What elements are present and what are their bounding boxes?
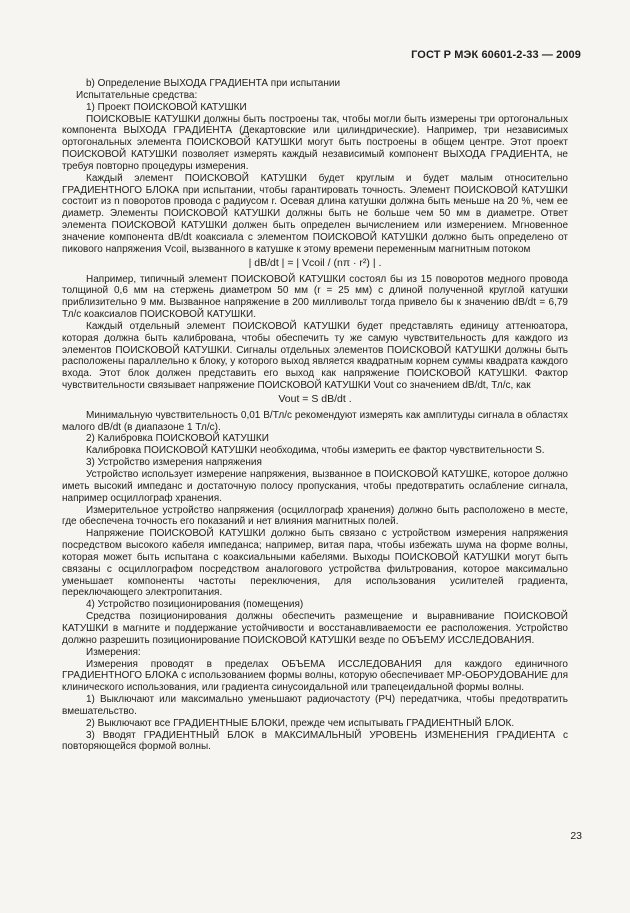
paragraph: Измерения: xyxy=(86,646,141,658)
paragraph: Например, типичный элемент ПОИСКОВОЙ КАТУШКИ состоял бы из 15 поворотов медного провода толщиной 0,6 мм на стержень диаметром 50 мм (r = 25 мм) с длиной полученной круглой катушки приблизительно 9 мм. Вызванное напряжение в 200 милливольт тогда привело бы к значению dB/dt = 6,79 Тл/с коаксиалов ПОИСКОВОЙ КАТУШКИ. xyxy=(62,273,568,321)
paragraph: 3) Вводят ГРАДИЕНТНЫЙ БЛОК в МАКСИМАЛЬНЫЙ УРОВЕНЬ ИЗМЕНЕНИЯ ГРАДИЕНТА с повторяющейся формой волны. xyxy=(62,729,568,753)
standard-header: ГОСТ Р МЭК 60601-2-33 — 2009 xyxy=(411,49,581,61)
paragraph: Каждый элемент ПОИСКОВОЙ КАТУШКИ будет круглым и будет малым относительно ГРАДИЕНТНОГО БЛОКА при испытании, чтобы гарантировать точность. Элемент ПОИСКОВОЙ КАТУШКИ состоит из n поворотов провода с радиусом r. Осевая длина катушки должна быть меньше на 20 %, чем ее диаметр. Элементы ПОИСКОВОЙ КАТУШКИ должны быть не больше чем 50 мм в диаметре. Ответ элемента ПОИСКОВОЙ КАТУШКИ должен быть определен вычислением или измерением. Мгновенное значение компонента dB/dt коаксиала с элементом ПОИСКОВОЙ КАТУШКИ должно быть определено от пикового напряжения Vcoil, вызванного в катушке к этому времени переменным магнитным потоком xyxy=(62,172,568,255)
page-number: 23 xyxy=(570,830,582,842)
paragraph: 2) Выключают все ГРАДИЕНТНЫЕ БЛОКИ, прежде чем испытывать ГРАДИЕНТНЫЙ БЛОК. xyxy=(86,717,515,729)
paragraph: Устройство использует измерение напряжения, вызванное в ПОИСКОВОЙ КАТУШКЕ, которое должно иметь высокий импеданс и достаточную полосу пропускания, чтобы предотвратить ослабление сигнала, например осциллограф хранения. xyxy=(62,469,568,504)
paragraph: Измерительное устройство напряжения (осциллограф хранения) должно быть расположено в месте, где обеспечена точность его показаний и нет влияния магнитных полей. xyxy=(62,504,568,528)
formula-vout: Vout = S dB/dt . xyxy=(278,392,352,405)
paragraph: 1) Проект ПОИСКОВОЙ КАТУШКИ xyxy=(86,101,247,113)
paragraph: 4) Устройство позиционирования (помещения) xyxy=(86,599,304,611)
paragraph: Каждый отдельный элемент ПОИСКОВОЙ КАТУШКИ будет представлять единицу аттенюатора, которая должна быть калибрована, чтобы обеспечить ту же самую чувствительность для каждого из элементов ПОИСКОВОЙ КАТУШКИ. Сигналы отдельных элементов ПОИСКОВОЙ КАТУШКИ должны быть расположены параллельно к блоку, у которого выход является квадратным корнем суммы квадрата каждого входа. Этот блок должен представить его выход как напряжение ПОИСКОВОЙ КАТУШКИ. Фактор чувствительности связывает напряжение ПОИСКОВОЙ КАТУШКИ Vout со значением dB/dt, Тл/с, как xyxy=(62,320,568,392)
body-text xyxy=(62,78,568,753)
paragraph: 3) Устройство измерения напряжения xyxy=(86,457,262,469)
paragraph: 2) Калибровка ПОИСКОВОЙ КАТУШКИ xyxy=(86,433,269,445)
paragraph: Испытательные средства: xyxy=(76,89,198,101)
paragraph: Минимальную чувствительность 0,01 В/Тл/с рекомендуют измерять как амплитуды сигнала в областях малого dB/dt (в диапазоне 1 Тл/с). xyxy=(62,409,568,433)
formula-db-dt: | dB/dt | = | Vcoil / (nπ · r²) | . xyxy=(248,256,382,269)
paragraph: ПОИСКОВЫЕ КАТУШКИ должны быть построены так, чтобы могли быть измерены три ортогональных компонента ВЫХОДА ГРАДИЕНТА (Декартовские или цилиндрические). Например, три независимых ортогональных элемента ПОИСКОВОЙ КАТУШКИ могут быть построены в общем центре. Этот проект ПОИСКОВОЙ КАТУШКИ позволяет измерять каждый независимый компонент ВЫХОДА ГРАДИЕНТА, не требуя повторно процедуры измерения. xyxy=(62,113,568,172)
paragraph: Измерения проводят в пределах ОБЪЕМА ИССЛЕДОВАНИЯ для каждого единичного ГРАДИЕНТНОГО БЛОКА с использованием формы волны, которую обеспечивает МР-ОБОРУДОВАНИЕ для клинического использования, или градиента синусоидальной или трапецеидальной формы волны. xyxy=(62,658,568,694)
paragraph: Средства позиционирования должны обеспечить размещение и выравнивание ПОИСКОВОЙ КАТУШКИ в магните и поддержание устойчивости и восстанавливаемости ее расположения. Устройство должно разрешить позиционирование ПОИСКОВОЙ КАТУШКИ везде по ОБЪЕМУ ИССЛЕДОВАНИЯ. xyxy=(62,611,568,646)
paragraph: 1) Выключают или максимально уменьшают радиочастоту (РЧ) передатчика, чтобы предотвратить вмешательство. xyxy=(62,694,568,717)
paragraph: Напряжение ПОИСКОВОЙ КАТУШКИ должно быть связано с устройством измерения напряжения посредством высокого кабеля импеданса; например, витая пара, чтобы избежать шума на форме волны, которая может быть испытана с коаксиальными кабелями. Выходы ПОИСКОВОЙ КАТУШКИ могут быть связаны с осциллографом посредством аналогового устройства фильтрования, которое максимально уменьшает компоненты частоты переключения, для использования усилителей градиента, переключающего электропитания. xyxy=(62,528,568,599)
paragraph: Калибровка ПОИСКОВОЙ КАТУШКИ необходима, чтобы измерить ее фактор чувствительности S. xyxy=(86,445,545,457)
paragraph: b) Определение ВЫХОДА ГРАДИЕНТА при испытании xyxy=(86,78,341,89)
